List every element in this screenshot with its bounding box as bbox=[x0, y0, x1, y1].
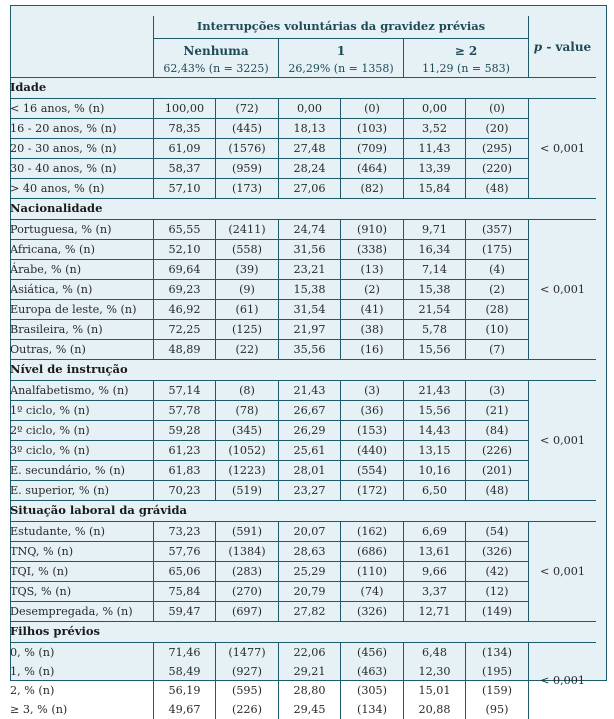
percent-cell: 21,43 bbox=[279, 381, 341, 401]
percent-cell: 21,54 bbox=[404, 300, 466, 320]
row-label: Brasileira, % (n) bbox=[10, 320, 154, 340]
table-body bbox=[10, 78, 596, 719]
count-cell: (463) bbox=[341, 662, 404, 681]
count-cell: (4) bbox=[466, 260, 529, 280]
count-cell: (1223) bbox=[216, 461, 279, 481]
count-cell: (78) bbox=[216, 401, 279, 421]
percent-cell: 24,74 bbox=[279, 220, 341, 240]
count-cell: (338) bbox=[341, 240, 404, 260]
percent-cell: 27,06 bbox=[279, 179, 341, 199]
table-row bbox=[10, 582, 596, 602]
percent-cell: 57,10 bbox=[154, 179, 216, 199]
count-cell: (220) bbox=[466, 159, 529, 179]
count-cell: (1384) bbox=[216, 542, 279, 562]
percent-cell: 70,23 bbox=[154, 481, 216, 501]
percent-cell: 13,39 bbox=[404, 159, 466, 179]
count-cell: (464) bbox=[341, 159, 404, 179]
table-row bbox=[10, 240, 596, 260]
percent-cell: 15,38 bbox=[404, 280, 466, 300]
percent-cell: 58,49 bbox=[154, 662, 216, 681]
p-value-header-italic: p bbox=[534, 40, 542, 54]
row-label: < 16 anos, % (n) bbox=[10, 99, 154, 119]
section-row bbox=[10, 199, 596, 220]
table-row bbox=[10, 602, 596, 622]
percent-cell: 20,07 bbox=[279, 522, 341, 542]
count-cell: (39) bbox=[216, 260, 279, 280]
percent-cell: 28,63 bbox=[279, 542, 341, 562]
count-cell: (554) bbox=[341, 461, 404, 481]
count-cell: (38) bbox=[341, 320, 404, 340]
count-cell: (48) bbox=[466, 179, 529, 199]
table-row bbox=[10, 421, 596, 441]
section-title: Idade bbox=[10, 78, 596, 99]
count-cell: (61) bbox=[216, 300, 279, 320]
table-row bbox=[10, 260, 596, 280]
row-label: 1, % (n) bbox=[10, 662, 154, 681]
table-row bbox=[10, 159, 596, 179]
count-cell: (134) bbox=[341, 700, 404, 719]
percent-cell: 23,21 bbox=[279, 260, 341, 280]
percent-cell: 0,00 bbox=[404, 99, 466, 119]
count-cell: (28) bbox=[466, 300, 529, 320]
count-cell: (558) bbox=[216, 240, 279, 260]
count-cell: (910) bbox=[341, 220, 404, 240]
section-row bbox=[10, 622, 596, 643]
percent-cell: 65,55 bbox=[154, 220, 216, 240]
row-label: TQI, % (n) bbox=[10, 562, 154, 582]
count-cell: (226) bbox=[466, 441, 529, 461]
row-label: E. secundário, % (n) bbox=[10, 461, 154, 481]
count-cell: (110) bbox=[341, 562, 404, 582]
column-subheader-1: 26,29% (n = 1358) bbox=[279, 59, 404, 78]
row-label: TQS, % (n) bbox=[10, 582, 154, 602]
count-cell: (95) bbox=[466, 700, 529, 719]
count-cell: (20) bbox=[466, 119, 529, 139]
p-value-cell: < 0,001 bbox=[529, 643, 597, 719]
p-value-header bbox=[529, 16, 597, 78]
percent-cell: 52,10 bbox=[154, 240, 216, 260]
row-label: Árabe, % (n) bbox=[10, 260, 154, 280]
percent-cell: 78,35 bbox=[154, 119, 216, 139]
count-cell: (8) bbox=[216, 381, 279, 401]
table-row bbox=[10, 401, 596, 421]
row-label: E. superior, % (n) bbox=[10, 481, 154, 501]
count-cell: (326) bbox=[341, 602, 404, 622]
column-subheader-2plus: 11,29 (n = 583) bbox=[404, 59, 529, 78]
percent-cell: 61,83 bbox=[154, 461, 216, 481]
count-cell: (357) bbox=[466, 220, 529, 240]
percent-cell: 11,43 bbox=[404, 139, 466, 159]
count-cell: (595) bbox=[216, 681, 279, 700]
percent-cell: 6,50 bbox=[404, 481, 466, 501]
count-cell: (226) bbox=[216, 700, 279, 719]
section-title: Nível de instrução bbox=[10, 360, 596, 381]
group-header: Interrupções voluntárias da gravidez prévias bbox=[154, 16, 529, 39]
row-label: 20 - 30 anos, % (n) bbox=[10, 139, 154, 159]
percent-cell: 9,66 bbox=[404, 562, 466, 582]
count-cell: (42) bbox=[466, 562, 529, 582]
row-label: Europa de leste, % (n) bbox=[10, 300, 154, 320]
percent-cell: 15,84 bbox=[404, 179, 466, 199]
count-cell: (153) bbox=[341, 421, 404, 441]
percent-cell: 46,92 bbox=[154, 300, 216, 320]
table-row bbox=[10, 700, 596, 719]
table-row bbox=[10, 681, 596, 700]
table-row bbox=[10, 441, 596, 461]
p-value-header-rest: - value bbox=[542, 40, 591, 54]
table-row bbox=[10, 643, 596, 663]
count-cell: (519) bbox=[216, 481, 279, 501]
count-cell: (103) bbox=[341, 119, 404, 139]
corner-header bbox=[10, 16, 154, 78]
count-cell: (305) bbox=[341, 681, 404, 700]
percent-cell: 28,80 bbox=[279, 681, 341, 700]
percent-cell: 22,06 bbox=[279, 643, 341, 663]
data-table bbox=[10, 16, 596, 719]
table-row bbox=[10, 542, 596, 562]
count-cell: (201) bbox=[466, 461, 529, 481]
percent-cell: 20,88 bbox=[404, 700, 466, 719]
percent-cell: 29,21 bbox=[279, 662, 341, 681]
section-row bbox=[10, 360, 596, 381]
count-cell: (959) bbox=[216, 159, 279, 179]
section-title: Situação laboral da grávida bbox=[10, 501, 596, 522]
count-cell: (22) bbox=[216, 340, 279, 360]
percent-cell: 9,71 bbox=[404, 220, 466, 240]
row-label: Portuguesa, % (n) bbox=[10, 220, 154, 240]
percent-cell: 15,01 bbox=[404, 681, 466, 700]
table-row bbox=[10, 662, 596, 681]
row-label: 0, % (n) bbox=[10, 643, 154, 663]
row-label: 1º ciclo, % (n) bbox=[10, 401, 154, 421]
count-cell: (686) bbox=[341, 542, 404, 562]
count-cell: (927) bbox=[216, 662, 279, 681]
table-row bbox=[10, 179, 596, 199]
percent-cell: 73,23 bbox=[154, 522, 216, 542]
row-label: 16 - 20 anos, % (n) bbox=[10, 119, 154, 139]
p-value-cell: < 0,001 bbox=[529, 522, 597, 622]
count-cell: (440) bbox=[341, 441, 404, 461]
percent-cell: 28,24 bbox=[279, 159, 341, 179]
count-cell: (82) bbox=[341, 179, 404, 199]
percent-cell: 56,19 bbox=[154, 681, 216, 700]
count-cell: (283) bbox=[216, 562, 279, 582]
percent-cell: 6,48 bbox=[404, 643, 466, 663]
percent-cell: 48,89 bbox=[154, 340, 216, 360]
percent-cell: 13,15 bbox=[404, 441, 466, 461]
count-cell: (456) bbox=[341, 643, 404, 663]
table-row bbox=[10, 119, 596, 139]
row-label: Africana, % (n) bbox=[10, 240, 154, 260]
table-row bbox=[10, 481, 596, 501]
count-cell: (2411) bbox=[216, 220, 279, 240]
count-cell: (74) bbox=[341, 582, 404, 602]
count-cell: (36) bbox=[341, 401, 404, 421]
percent-cell: 0,00 bbox=[279, 99, 341, 119]
count-cell: (48) bbox=[466, 481, 529, 501]
count-cell: (125) bbox=[216, 320, 279, 340]
count-cell: (2) bbox=[341, 280, 404, 300]
percent-cell: 15,56 bbox=[404, 401, 466, 421]
column-header-2plus: ≥ 2 bbox=[404, 39, 529, 60]
table-row bbox=[10, 280, 596, 300]
column-subheader-nenhuma: 62,43% (n = 3225) bbox=[154, 59, 279, 78]
table-row bbox=[10, 340, 596, 360]
percent-cell: 75,84 bbox=[154, 582, 216, 602]
row-label: Asiática, % (n) bbox=[10, 280, 154, 300]
count-cell: (173) bbox=[216, 179, 279, 199]
percent-cell: 13,61 bbox=[404, 542, 466, 562]
percent-cell: 49,67 bbox=[154, 700, 216, 719]
percent-cell: 5,78 bbox=[404, 320, 466, 340]
percent-cell: 58,37 bbox=[154, 159, 216, 179]
table-row bbox=[10, 220, 596, 240]
percent-cell: 69,64 bbox=[154, 260, 216, 280]
section-title: Filhos prévios bbox=[10, 622, 596, 643]
percent-cell: 59,47 bbox=[154, 602, 216, 622]
count-cell: (54) bbox=[466, 522, 529, 542]
count-cell: (72) bbox=[216, 99, 279, 119]
percent-cell: 59,28 bbox=[154, 421, 216, 441]
percent-cell: 31,56 bbox=[279, 240, 341, 260]
percent-cell: 26,67 bbox=[279, 401, 341, 421]
table-row bbox=[10, 139, 596, 159]
count-cell: (172) bbox=[341, 481, 404, 501]
count-cell: (7) bbox=[466, 340, 529, 360]
percent-cell: 71,46 bbox=[154, 643, 216, 663]
percent-cell: 28,01 bbox=[279, 461, 341, 481]
row-label: Desempregada, % (n) bbox=[10, 602, 154, 622]
count-cell: (697) bbox=[216, 602, 279, 622]
percent-cell: 61,09 bbox=[154, 139, 216, 159]
percent-cell: 65,06 bbox=[154, 562, 216, 582]
count-cell: (9) bbox=[216, 280, 279, 300]
count-cell: (149) bbox=[466, 602, 529, 622]
count-cell: (0) bbox=[341, 99, 404, 119]
count-cell: (175) bbox=[466, 240, 529, 260]
percent-cell: 12,71 bbox=[404, 602, 466, 622]
table-row bbox=[10, 562, 596, 582]
percent-cell: 16,34 bbox=[404, 240, 466, 260]
percent-cell: 57,76 bbox=[154, 542, 216, 562]
count-cell: (1477) bbox=[216, 643, 279, 663]
count-cell: (3) bbox=[466, 381, 529, 401]
percent-cell: 20,79 bbox=[279, 582, 341, 602]
row-label: Outras, % (n) bbox=[10, 340, 154, 360]
percent-cell: 14,43 bbox=[404, 421, 466, 441]
count-cell: (1576) bbox=[216, 139, 279, 159]
percent-cell: 27,48 bbox=[279, 139, 341, 159]
count-cell: (295) bbox=[466, 139, 529, 159]
percent-cell: 27,82 bbox=[279, 602, 341, 622]
count-cell: (162) bbox=[341, 522, 404, 542]
percent-cell: 35,56 bbox=[279, 340, 341, 360]
percent-cell: 25,29 bbox=[279, 562, 341, 582]
count-cell: (1052) bbox=[216, 441, 279, 461]
section-row bbox=[10, 78, 596, 99]
percent-cell: 12,30 bbox=[404, 662, 466, 681]
row-label: 2º ciclo, % (n) bbox=[10, 421, 154, 441]
table-row bbox=[10, 522, 596, 542]
percent-cell: 7,14 bbox=[404, 260, 466, 280]
row-label: 2, % (n) bbox=[10, 681, 154, 700]
percent-cell: 61,23 bbox=[154, 441, 216, 461]
row-label: ≥ 3, % (n) bbox=[10, 700, 154, 719]
percent-cell: 15,38 bbox=[279, 280, 341, 300]
row-label: > 40 anos, % (n) bbox=[10, 179, 154, 199]
percent-cell: 10,16 bbox=[404, 461, 466, 481]
count-cell: (709) bbox=[341, 139, 404, 159]
count-cell: (591) bbox=[216, 522, 279, 542]
percent-cell: 26,29 bbox=[279, 421, 341, 441]
percent-cell: 31,54 bbox=[279, 300, 341, 320]
percent-cell: 25,61 bbox=[279, 441, 341, 461]
count-cell: (12) bbox=[466, 582, 529, 602]
count-cell: (84) bbox=[466, 421, 529, 441]
row-label: Estudante, % (n) bbox=[10, 522, 154, 542]
percent-cell: 23,27 bbox=[279, 481, 341, 501]
table-row bbox=[10, 99, 596, 119]
count-cell: (13) bbox=[341, 260, 404, 280]
count-cell: (445) bbox=[216, 119, 279, 139]
percent-cell: 57,78 bbox=[154, 401, 216, 421]
percent-cell: 3,37 bbox=[404, 582, 466, 602]
percent-cell: 3,52 bbox=[404, 119, 466, 139]
row-label: TNQ, % (n) bbox=[10, 542, 154, 562]
percent-cell: 18,13 bbox=[279, 119, 341, 139]
section-title: Nacionalidade bbox=[10, 199, 596, 220]
p-value-cell: < 0,001 bbox=[529, 99, 597, 199]
row-label: 3º ciclo, % (n) bbox=[10, 441, 154, 461]
table-row bbox=[10, 300, 596, 320]
count-cell: (195) bbox=[466, 662, 529, 681]
count-cell: (270) bbox=[216, 582, 279, 602]
percent-cell: 21,97 bbox=[279, 320, 341, 340]
percent-cell: 6,69 bbox=[404, 522, 466, 542]
count-cell: (345) bbox=[216, 421, 279, 441]
p-value-cell: < 0,001 bbox=[529, 381, 597, 501]
table-row bbox=[10, 381, 596, 401]
table-row bbox=[10, 461, 596, 481]
column-header-1: 1 bbox=[279, 39, 404, 60]
p-value-cell: < 0,001 bbox=[529, 220, 597, 360]
row-label: Analfabetismo, % (n) bbox=[10, 381, 154, 401]
count-cell: (326) bbox=[466, 542, 529, 562]
count-cell: (3) bbox=[341, 381, 404, 401]
percent-cell: 69,23 bbox=[154, 280, 216, 300]
count-cell: (0) bbox=[466, 99, 529, 119]
count-cell: (21) bbox=[466, 401, 529, 421]
count-cell: (41) bbox=[341, 300, 404, 320]
count-cell: (2) bbox=[466, 280, 529, 300]
count-cell: (16) bbox=[341, 340, 404, 360]
percent-cell: 100,00 bbox=[154, 99, 216, 119]
percent-cell: 21,43 bbox=[404, 381, 466, 401]
count-cell: (134) bbox=[466, 643, 529, 663]
percent-cell: 15,56 bbox=[404, 340, 466, 360]
percent-cell: 57,14 bbox=[154, 381, 216, 401]
percent-cell: 29,45 bbox=[279, 700, 341, 719]
column-header-nenhuma: Nenhuma bbox=[154, 39, 279, 60]
table-row bbox=[10, 320, 596, 340]
count-cell: (159) bbox=[466, 681, 529, 700]
count-cell: (10) bbox=[466, 320, 529, 340]
section-row bbox=[10, 501, 596, 522]
row-label: 30 - 40 anos, % (n) bbox=[10, 159, 154, 179]
percent-cell: 72,25 bbox=[154, 320, 216, 340]
